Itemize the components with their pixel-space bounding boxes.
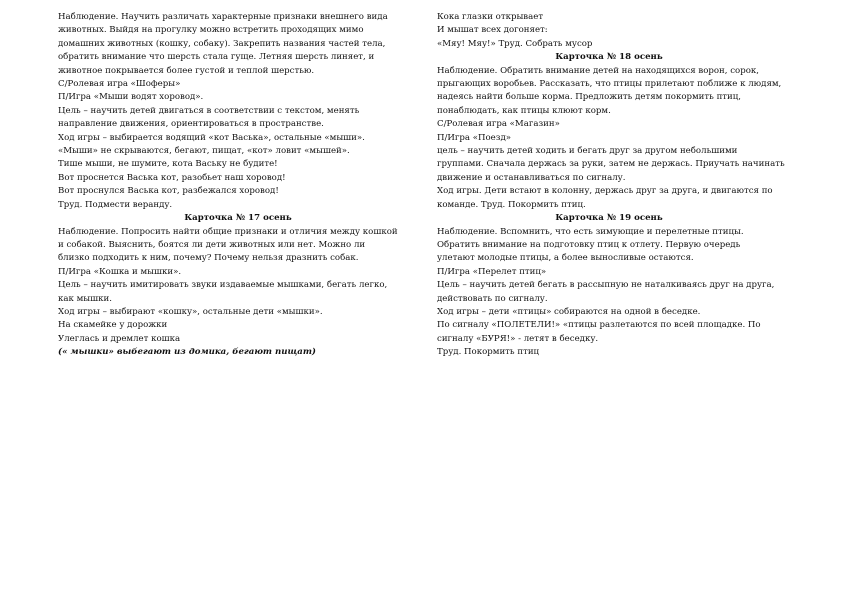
text-line: действовать по сигналу. [437,293,548,304]
game-title: П/Игра «Поезд» [437,132,511,143]
text-line: Наблюдение. Вспомнить, что есть зимующие и перелетные птицы. [437,226,744,237]
labor-task: Труд. Подмести веранду. [58,199,173,210]
text-line: Наблюдение. Попросить найти общие признаки и отличия между кошкой [58,226,398,237]
text-line: Наблюдение. Обратить внимание детей на находящихся ворон, сорок, [437,65,759,76]
poem-line: Кока глазки открывает [437,12,544,22]
text-line: движение и останавливаться по сигналу. [437,172,626,183]
game-title: П/Игра «Перелет птиц» [437,266,547,277]
text-line: Цель – научить имитировать звуки издаваемые мышками, бегать легко, [58,280,388,291]
observation-paragraph-4 [437,226,781,266]
poem-line: На скамейке у дорожки [58,320,168,331]
poem-line: И мышат всех догоняет: [437,25,548,36]
text-line: Цель – научить детей двигаться в соответствии с текстом, менять [58,105,360,116]
text-line: Ход игры – дети «птицы» собираются на одной в беседке. [437,306,701,317]
text-line: цель – научить детей ходить и бегать друг за другом небольшими [437,146,738,157]
observation-paragraph-3 [437,65,781,119]
text-line: надеясь найти больше корма. Предложить детям покормить птиц, [437,92,742,103]
text-line: Вот проснется Васька кот, разобьет наш хоровод! [58,172,286,183]
role-game-title: С/Ролевая игра «Шоферы» [58,79,181,90]
text-line: Ход игры. Дети встают в колонну, держась друг за друга, и двигаются по [437,186,773,197]
text-line: близко подходить к ним, почему? Почему нельзя дразнить собак. [58,253,359,264]
labor-task: Труд. Покормить птиц [437,347,540,358]
card-title: Карточка № 17 осень [184,213,292,224]
game-course [58,132,418,199]
text-line: Наблюдение. Научить различать характерные признаки внешнего вида [58,12,388,22]
text-line: улетают молодые птицы, а более выносливые остаются. [437,253,694,264]
poem-continuation [437,11,781,51]
text-line: животных. Выйдя на прогулку можно встретить проходящих мимо [58,25,364,36]
game-goal [58,279,418,306]
text-line: команде. Труд. Покормить птиц. [437,199,586,210]
game-course [437,306,781,346]
text-line: как мышки. [58,293,112,304]
text-line: «Мыши» не скрываются, бегают, пищат, «кот» ловит «мышей». [58,146,350,157]
observation-paragraph-1 [58,11,418,78]
game-title: П/Игра «Мыши водят хоровод». [58,92,204,103]
text-line: и собакой. Выяснить, боятся ли дети животных или нет. Можно ли [58,239,366,250]
game-goal [437,145,785,185]
poem-note: (« мышки» выбегают из домика, бегают пищат) [58,347,316,358]
text-line: прыгающих воробьев. Рассказать, что птицы прилетают поближе к людям, [437,79,782,90]
poem-line: Улеглась и дремлет кошка [58,333,181,344]
text-line: Обратить внимание на подготовку птиц к отлету. Первую очередь [437,239,741,250]
poem-line: «Мяу! Мяу!» Труд. Собрать мусор [437,38,593,49]
text-line: Вот проснулся Васька кот, разбежался хоровод! [58,186,279,197]
role-game-title: С/Ролевая игра «Магазин» [437,119,560,130]
text-line: По сигналу «ПОЛЕТЕЛИ!» «птицы разлетаются по всей площадке. По [437,320,761,331]
card-title: Карточка № 18 осень [555,52,663,63]
game-course [437,185,781,212]
text-line: сигналу «БУРЯ!» - летят в беседку. [437,333,599,344]
card-title: Карточка № 19 осень [555,213,663,224]
game-title: П/Игра «Кошка и мышки». [58,266,182,277]
text-line: Цель – научить детей бегать в рассыпную не наталкиваясь друг на друга, [437,280,775,291]
text-line: домашних животных (кошку, собаку). Закрепить названия частей тела, [58,38,386,49]
text-line: понаблюдать, как птицы клюют корм. [437,105,611,116]
text-line: направление движения, ориентироваться в пространстве. [58,119,324,130]
text-line: Ход игры – выбирается водящий «кот Васька», остальные «мыши». [58,132,365,143]
right-column [437,11,785,360]
text-line: обратить внимание что шерсть стала гуще. Летняя шерсть линяет, и [58,52,375,63]
text-line: Тише мыши, не шумите, кота Ваську не будите! [58,159,278,170]
game-goal [58,105,418,132]
observation-paragraph-2 [58,226,418,266]
poem [58,319,418,346]
text-line: животное покрывается более густой и теплой шерстью. [58,65,315,76]
left-column [58,11,418,360]
game-course: Ход игры – выбирают «кошку», остальные дети «мышки». [58,306,323,317]
game-goal [437,279,781,306]
text-line: группами. Сначала держась за руки, затем не держась. Приучать начинать [437,159,785,170]
